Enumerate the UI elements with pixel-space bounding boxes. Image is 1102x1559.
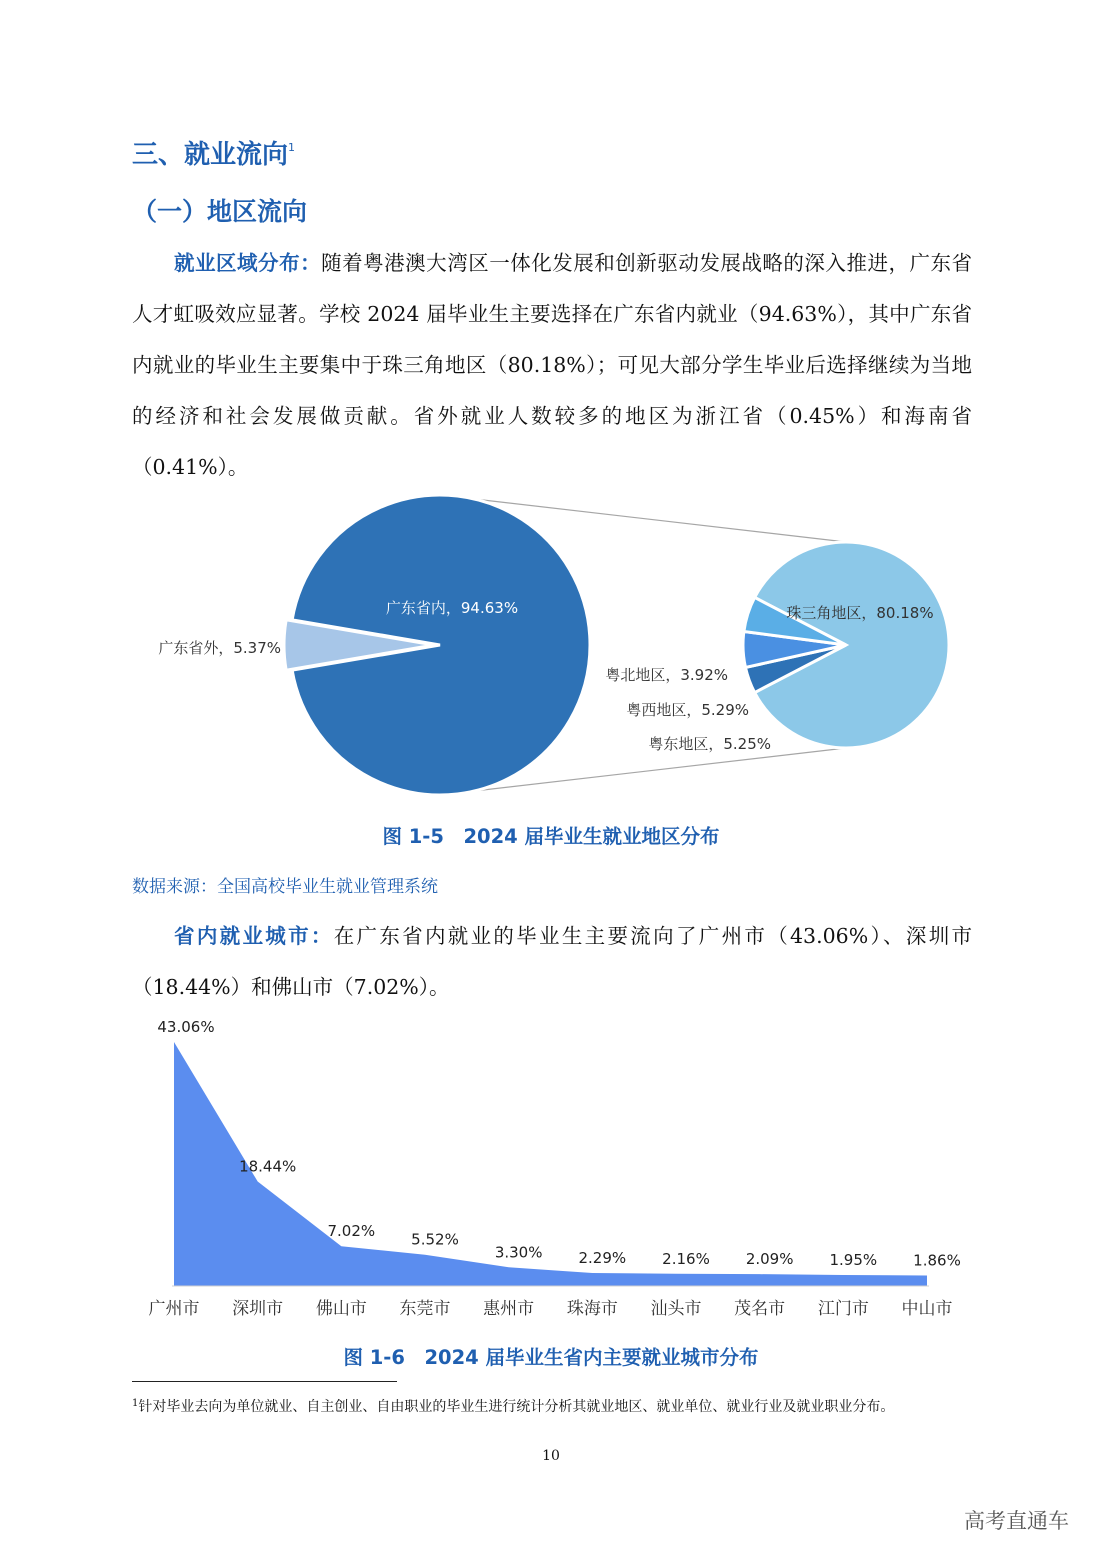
area-data-label: 2.09% [745,1250,794,1269]
paragraph-city [132,911,972,1013]
paragraph-lead: 就业区域分布： [174,251,322,275]
x-tick-label: 东莞市 [399,1299,451,1319]
city-area-svg [0,1010,1102,1330]
subsection-title: （一）地区流向 [132,197,308,226]
footnote: $^1$针对毕业去向为单位就业、自主创业、自由职业的毕业生进行统计分析其就业地区、就业单位、就业行业及就业职业分布。 [132,1398,895,1415]
sub-pie-data-label: 粤东地区，5.25% [648,735,771,753]
city-area-chart [0,1010,1102,1330]
x-tick-label: 广州市 [148,1299,200,1319]
x-tick-label: 佛山市 [315,1299,367,1319]
paragraph-region [132,238,972,493]
footnote-divider [132,1381,397,1382]
figure-1-5-caption: 图 1-5 2024 届毕业生就业地区分布 [382,825,720,848]
paragraph-lead: 省内就业城市： [174,924,334,948]
watermark: 高考直通车 [964,1509,1069,1533]
area-data-label: 7.02% [327,1222,376,1241]
area-data-label: 2.29% [578,1249,627,1268]
x-tick-label: 江门市 [817,1299,869,1319]
x-tick-label: 汕头市 [650,1299,702,1319]
area-data-label: 5.52% [411,1230,459,1249]
paragraph-text: 在广东省内就业的毕业生主要流向了广州市（43.06%）、深圳市（18.44%）和佛山市（7.02%）。 [132,924,973,999]
sub-pie-data-label: 粤北地区，3.92% [605,666,728,684]
figure-1-6-caption: 图 1-6 2024 届毕业生省内主要就业城市分布 [343,1346,759,1369]
x-tick-label: 深圳市 [232,1299,284,1319]
pie-data-label: 广东省外，5.37% [158,639,281,657]
area-data-label: 43.06% [157,1018,215,1036]
region-pie-svg [0,490,1102,810]
sub-pie-data-label: 粤西地区，5.29% [626,701,749,719]
x-tick-label: 珠海市 [566,1299,618,1319]
pie-data-label: 广东省内，94.63% [385,599,519,617]
x-tick-label: 茂名市 [734,1299,786,1319]
area-data-label: 18.44% [239,1157,297,1176]
area-data-label: 2.16% [662,1249,710,1268]
x-tick-label: 中山市 [901,1299,953,1319]
data-source: 数据来源：全国高校毕业生就业管理系统 [132,877,438,897]
page-number: 10 [542,1448,560,1464]
area-data-label: 1.86% [913,1251,961,1270]
footnote-mark: 1 [288,141,296,154]
area-data-label: 3.30% [494,1243,543,1262]
sub-pie-data-label: 珠三角地区，80.18% [786,604,934,622]
section-title: 三、就业流向$^1$ [132,140,296,170]
paragraph-text: 随着粤港澳大湾区一体化发展和创新驱动发展战略的深入推进，广东省人才虹吸效应显著。学校 2024 届毕业生主要选择在广东省内就业（94.63%），其中广东省内就业的毕业生主要集中于珠三角地区（80.18%）；可见大部分学生毕业后选择继续为当地的经济和社会发展做贡献。省外就业人数较多的地区为浙江省（0.45%）和海南省（0.41%）。 [132,251,973,479]
area-data-label: 1.95% [829,1250,878,1269]
x-tick-label: 惠州市 [483,1299,535,1319]
region-pie-chart [0,490,1102,810]
